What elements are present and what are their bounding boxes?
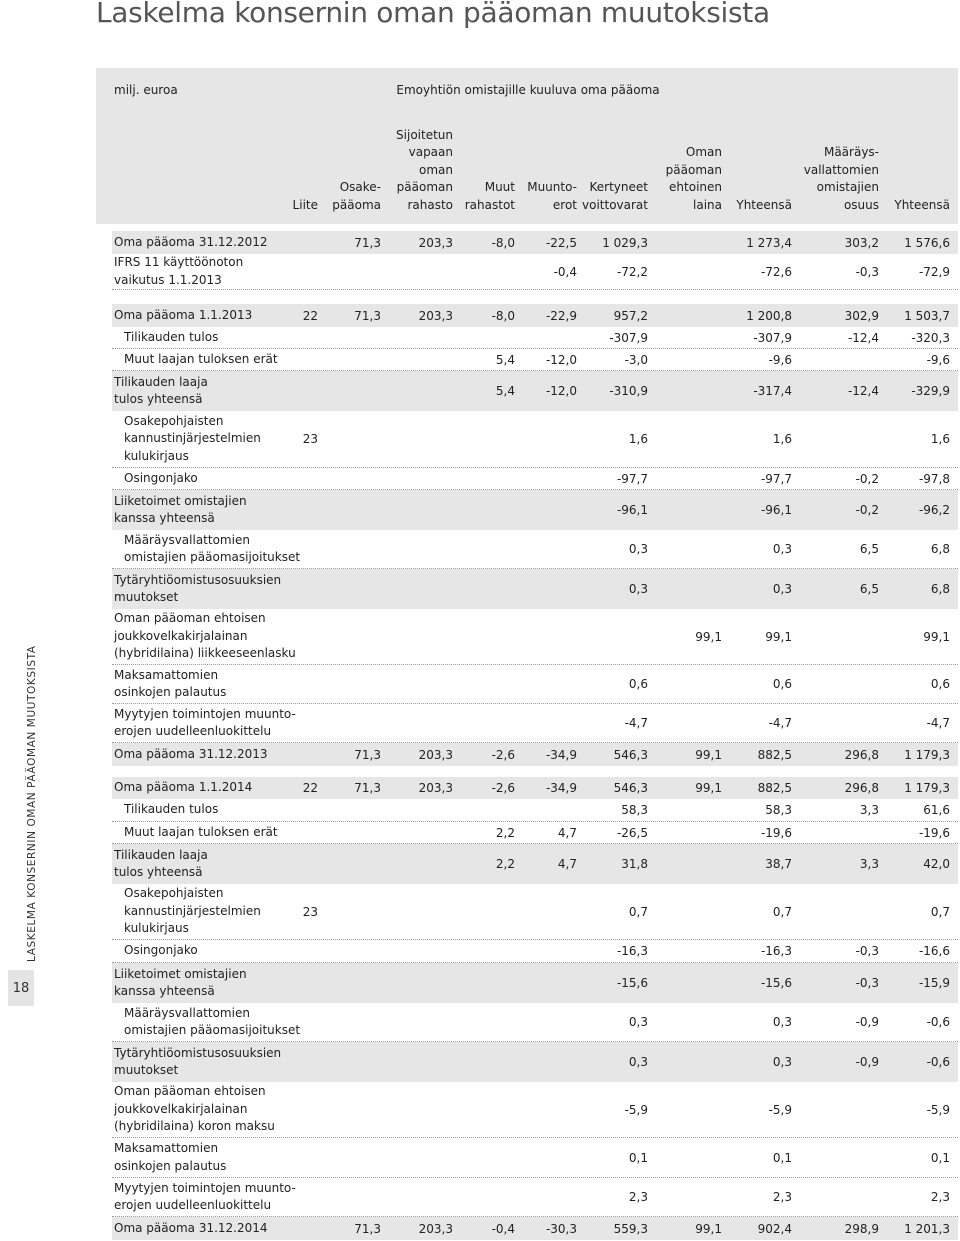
column-header-line: omistajien [816, 180, 879, 194]
table-cell: 0,3 [772, 542, 792, 556]
table-row [112, 884, 958, 940]
table-cell: -72,6 [760, 264, 792, 279]
table-cell: -8,0 [491, 308, 515, 323]
table-cell: 22 [302, 308, 318, 323]
row-label-line: (hybridilaina) koron maksu [114, 1119, 275, 1134]
column-group-label: Emoyhtiön omistajille kuuluva oma pääoma [396, 83, 660, 97]
row-label-line: Oman pääoman ehtoisen [114, 1084, 266, 1099]
row-label-line: Osingonjako [124, 943, 198, 958]
table-cell: 6,8 [930, 582, 950, 596]
table-cell: 71,3 [354, 235, 381, 250]
table-cell: 546,3 [613, 747, 648, 762]
table-cell: 0,3 [628, 1015, 648, 1029]
row-label-line: Osingonjako [124, 470, 198, 485]
table-cell: -16,3 [616, 944, 648, 958]
row-label-line: Liiketoimet omistajien [114, 493, 247, 508]
table-cell: 99,1 [923, 629, 950, 644]
table-row [112, 304, 958, 327]
column-header-1 [332, 179, 381, 214]
table-cell: 71,3 [354, 1221, 381, 1236]
table-cell: -0,9 [855, 1055, 879, 1069]
table-cell: 42,0 [923, 857, 950, 871]
table-cell: 1,6 [628, 432, 648, 446]
column-header-line: pääoma [332, 197, 381, 212]
row-label-line: Tilikauden tulos [124, 329, 219, 344]
row-label-line: tulos yhteensä [114, 392, 203, 406]
table-cell: 99,1 [695, 629, 722, 644]
row-label [114, 490, 247, 530]
table-cell: 6,8 [930, 542, 950, 556]
row-label-line: Tilikauden tulos [124, 802, 219, 817]
table-row [112, 231, 958, 254]
row-label [114, 609, 296, 664]
row-label [124, 822, 278, 843]
column-header-6 [666, 144, 722, 214]
row-label [124, 349, 278, 370]
column-header-line: Yhteensä [736, 197, 792, 212]
row-label-line: Oma pääoma 1.1.2014 [114, 780, 253, 795]
column-header-line: pääoman [665, 162, 722, 177]
table-cell: 203,3 [418, 747, 453, 762]
row-label-line: tulos yhteensä [114, 865, 203, 879]
table-cell: -307,9 [753, 330, 792, 345]
row-label-line: omistajien pääomasijoitukset [124, 1023, 301, 1037]
table-cell: 0,3 [772, 1015, 792, 1029]
table-cell: 61,6 [923, 803, 950, 817]
table-cell: 4,7 [557, 857, 577, 871]
row-label-line: IFRS 11 käyttöönoton [114, 255, 244, 269]
table-cell: -72,9 [918, 264, 950, 279]
table-cell: 99,1 [765, 629, 792, 644]
row-label [114, 777, 252, 799]
row-label [124, 799, 218, 821]
table-cell: 6,5 [859, 582, 879, 596]
table-cell: 1 201,3 [904, 1221, 950, 1236]
table-cell: -3,0 [624, 352, 648, 367]
column-header-line: erot [552, 197, 577, 212]
row-label [114, 665, 226, 703]
row-label-line: Myytyjen toimintojen muunto- [114, 1180, 296, 1195]
row-label-line: osinkojen palautus [114, 1158, 227, 1173]
table-cell: -307,9 [609, 330, 648, 345]
table-cell: 0,6 [628, 677, 648, 691]
table-cell: 1 029,3 [602, 235, 648, 250]
table-row [112, 1082, 958, 1138]
table-cell: -0,9 [855, 1015, 879, 1029]
row-label-line: kanssa yhteensä [114, 511, 215, 525]
table-cell: 1 576,6 [904, 235, 950, 250]
page-title: Laskelma konsernin oman pääoman muutoksista [96, 0, 770, 29]
table-cell: 0,7 [772, 904, 792, 919]
table-cell: -19,6 [918, 825, 950, 840]
column-header-line: rahastot [464, 197, 515, 212]
column-header-line: Kertyneet [589, 180, 648, 194]
table-cell: 302,9 [844, 308, 879, 323]
table-cell: 0,6 [930, 677, 950, 691]
table-cell: -4,7 [768, 716, 792, 730]
table-cell: 0,1 [628, 1150, 648, 1165]
row-label-line: omistajien pääomasijoitukset [124, 550, 301, 564]
row-label [124, 411, 261, 467]
row-label-line: Liiketoimet omistajien [114, 966, 247, 981]
column-header-8 [804, 144, 879, 214]
table-row [112, 327, 958, 349]
table-cell: -2,6 [491, 747, 515, 762]
table-cell: 2,2 [495, 825, 515, 840]
row-label-line: Maksamattomien [114, 1141, 219, 1155]
table-cell: -0,3 [855, 264, 879, 279]
table-cell: -0,2 [855, 471, 879, 486]
row-label-line: Oma pääoma 31.12.2013 [114, 746, 268, 761]
table-cell: 22 [302, 781, 318, 795]
column-header-line: laina [693, 197, 722, 212]
table-cell: 4,7 [557, 825, 577, 840]
table-cell: -16,3 [760, 944, 792, 958]
column-header-9 [894, 197, 950, 215]
table-cell: 58,3 [765, 803, 792, 817]
table-cell: 0,3 [628, 542, 648, 556]
table-cell: 99,1 [695, 747, 722, 762]
table-cell: 303,2 [844, 235, 879, 250]
table-cell: -0,2 [855, 503, 879, 517]
row-label [114, 1082, 275, 1137]
column-header-3 [465, 179, 515, 214]
column-header-line: Yhteensä [894, 197, 950, 212]
table-cell: 0,3 [628, 1055, 648, 1069]
table-cell: 1 179,3 [904, 747, 950, 762]
table-cell: 5,4 [495, 352, 515, 367]
table-row [112, 609, 958, 665]
table-cell: 902,4 [757, 1221, 792, 1236]
table-cell: 0,7 [628, 904, 648, 919]
table-cell: -0,6 [926, 1055, 950, 1069]
row-label [114, 371, 208, 411]
table-cell: -8,0 [491, 235, 515, 250]
column-header-line: Liite [292, 197, 318, 212]
row-label-line: kannustinjärjestelmien [124, 903, 261, 918]
table-cell: -5,9 [768, 1102, 792, 1117]
page-number: 18 [8, 970, 34, 1006]
table-cell: 0,3 [772, 582, 792, 596]
row-label-line: vaikutus 1.1.2013 [114, 272, 222, 287]
table-cell: 3,3 [859, 857, 879, 871]
table-row [112, 530, 958, 569]
column-header-line: pääoman [396, 180, 453, 194]
table-cell: -329,9 [911, 384, 950, 398]
table-row [112, 665, 958, 704]
row-label [114, 569, 281, 609]
row-label-line: Myytyjen toimintojen muunto- [114, 706, 296, 721]
row-label-line: kanssa yhteensä [114, 984, 215, 998]
table-cell: -16,6 [918, 944, 950, 958]
row-label-line: Oma pääoma 31.12.2012 [114, 234, 268, 249]
table-row [112, 1217, 958, 1240]
table-cell: -96,1 [760, 503, 792, 517]
column-header-line: ehtoinen [669, 180, 722, 194]
row-label-line: kulukirjaus [124, 921, 189, 936]
table-cell: 58,3 [621, 803, 648, 817]
column-header-line: Muut [484, 180, 515, 194]
table-cell: -22,9 [545, 308, 577, 323]
row-label-line: Tytäryhtiöomistusosuuksien [114, 572, 282, 587]
table-cell: -317,4 [753, 384, 792, 398]
table-cell: 957,2 [613, 308, 648, 323]
row-label [114, 704, 296, 742]
table-cell: -12,0 [545, 352, 577, 367]
table-cell: -0,3 [855, 944, 879, 958]
table-row [112, 799, 958, 822]
table-cell: -4,7 [926, 716, 950, 730]
table-row [112, 777, 958, 799]
table-cell: -12,4 [847, 384, 879, 398]
table-cell: 23 [302, 904, 318, 919]
table-cell: 0,7 [930, 904, 950, 919]
table-cell: -19,6 [760, 825, 792, 840]
row-label [124, 1003, 300, 1041]
table-row [112, 1178, 958, 1217]
table-row [112, 468, 958, 490]
table-row [112, 371, 958, 411]
table-cell: 882,5 [757, 747, 792, 762]
table-cell: 203,3 [418, 235, 453, 250]
table-cell: 0,3 [772, 1055, 792, 1069]
row-label-line: Muut laajan tuloksen erät [124, 824, 278, 839]
table-cell: 5,4 [495, 384, 515, 398]
table-cell: -0,3 [855, 976, 879, 990]
table-cell: 203,3 [418, 308, 453, 323]
row-label-line: kulukirjaus [124, 448, 189, 463]
row-label-line: Muut laajan tuloksen erät [124, 351, 278, 366]
column-header-line: rahasto [407, 197, 453, 212]
row-label [114, 1217, 268, 1240]
table-row [112, 1042, 958, 1082]
table-cell: 1 503,7 [904, 308, 950, 323]
table-cell: 2,3 [930, 1190, 950, 1204]
row-label-line: osinkojen palautus [114, 685, 227, 699]
row-label-line: joukkovelkakirjalainan [114, 1101, 248, 1116]
table-row [112, 940, 958, 963]
table-cell: 6,5 [859, 542, 879, 556]
row-label [114, 743, 268, 766]
row-label-line: Tilikauden laaja [114, 374, 208, 389]
column-header-line: voittovarat [582, 197, 648, 212]
row-label-line: Oma pääoma 31.12.2014 [114, 1220, 268, 1235]
row-label [124, 468, 198, 489]
table-cell: 1 273,4 [746, 235, 792, 250]
table-cell: -72,2 [616, 264, 648, 279]
row-label [124, 327, 218, 348]
column-header-5 [582, 179, 648, 214]
table-cell: 0,1 [772, 1150, 792, 1165]
table-cell: -310,9 [609, 384, 648, 398]
table-cell: 71,3 [354, 747, 381, 762]
table-cell: -15,9 [918, 976, 950, 990]
row-label [114, 304, 252, 327]
row-label [114, 1042, 281, 1082]
table-cell: 298,9 [844, 1221, 879, 1236]
row-label-line: kannustinjärjestelmien [124, 431, 261, 446]
table-cell: 203,3 [418, 781, 453, 795]
table-cell: -5,9 [624, 1102, 648, 1117]
row-label [114, 963, 247, 1003]
row-label-line: Tilikauden laaja [114, 847, 208, 862]
column-header-7 [736, 197, 792, 215]
table-row [112, 1003, 958, 1042]
table-cell: -12,4 [847, 330, 879, 345]
table-row [112, 822, 958, 844]
table-cell: -34,9 [545, 747, 577, 762]
row-label-line: Oma pääoma 1.1.2013 [114, 307, 253, 322]
row-label-line: Oman pääoman ehtoisen [114, 611, 266, 626]
column-header-line: osuus [843, 197, 879, 212]
table-cell: -15,6 [760, 976, 792, 990]
table-row [112, 349, 958, 371]
table-cell: 71,3 [354, 308, 381, 323]
column-header-line: Sijoitetun [396, 127, 453, 142]
row-label [114, 1138, 226, 1177]
table-cell: -96,1 [616, 503, 648, 517]
table-cell: 1 200,8 [746, 308, 792, 323]
table-cell: 1 179,3 [904, 781, 950, 795]
column-header-0 [293, 197, 318, 215]
table-cell: 203,3 [418, 1221, 453, 1236]
column-header-line: Oman [685, 145, 722, 159]
row-label [114, 844, 208, 884]
table-cell: 38,7 [765, 857, 792, 871]
table-cell: 31,8 [621, 857, 648, 871]
row-label-line: Osakepohjaisten [124, 413, 224, 428]
row-label [114, 1178, 296, 1216]
table-row [112, 844, 958, 884]
table-cell: -9,6 [926, 352, 950, 367]
row-label [124, 530, 300, 568]
row-label-line: joukkovelkakirjalainan [114, 628, 248, 643]
table-cell: -0,4 [553, 264, 577, 279]
table-cell: -5,9 [926, 1102, 950, 1117]
table-cell: 559,3 [613, 1221, 648, 1236]
column-header-line: Osake- [339, 180, 381, 194]
table-cell: -97,8 [918, 471, 950, 486]
table-cell: 0,6 [772, 677, 792, 691]
table-row [112, 490, 958, 530]
column-header-line: Määräys- [823, 145, 879, 159]
table-cell: 71,3 [354, 781, 381, 795]
table-cell: -4,7 [624, 716, 648, 730]
table-row [112, 569, 958, 609]
table-cell: -15,6 [616, 976, 648, 990]
table-cell: 0,3 [628, 582, 648, 596]
table-cell: 0,1 [930, 1150, 950, 1165]
table-cell: -2,6 [491, 781, 515, 795]
table-cell: -22,5 [545, 235, 577, 250]
table-cell: 99,1 [695, 1221, 722, 1236]
row-label-line: (hybridilaina) liikkeeseenlasku [114, 646, 296, 661]
side-section-label: LASKELMA KONSERNIN OMAN PÄÄOMAN MUUTOKSISTA [26, 645, 38, 962]
row-label-line: Maksamattomien [114, 667, 219, 682]
table-cell: -9,6 [768, 352, 792, 367]
table-row [112, 743, 958, 766]
table-cell: -12,0 [545, 384, 577, 398]
column-header-2 [396, 127, 453, 215]
row-label-line: Määräysvallattomien [124, 1005, 250, 1020]
table-cell: 2,3 [772, 1190, 792, 1204]
table-row [112, 963, 958, 1003]
row-label-line: muutokset [114, 1063, 179, 1077]
table-cell: 1,6 [930, 432, 950, 446]
table-cell: -0,6 [926, 1015, 950, 1029]
table-cell: 99,1 [695, 781, 722, 795]
row-label-line: erojen uudelleenluokittelu [114, 1198, 272, 1212]
row-label-line: Määräysvallattomien [124, 532, 250, 547]
table-cell: -34,9 [545, 781, 577, 795]
row-label [124, 940, 198, 962]
table-cell: -96,2 [918, 503, 950, 517]
table-cell: 2,2 [495, 857, 515, 871]
row-label-line: erojen uudelleenluokittelu [114, 724, 272, 738]
row-label-line: Tytäryhtiöomistusosuuksien [114, 1045, 282, 1060]
row-label [124, 884, 261, 939]
table-cell: 2,3 [628, 1190, 648, 1204]
table-cell: 296,8 [844, 781, 879, 795]
table-row [112, 1138, 958, 1178]
table-cell: 546,3 [613, 781, 648, 795]
table-cell: 1,6 [772, 432, 792, 446]
row-label [114, 254, 243, 289]
table-cell: -0,4 [491, 1221, 515, 1236]
table-row [112, 254, 958, 290]
table-cell: -97,7 [760, 471, 792, 486]
table-cell: -30,3 [545, 1221, 577, 1236]
table-cell: -26,5 [616, 825, 648, 840]
column-header-line: vallattomien [803, 162, 879, 177]
table-cell: 296,8 [844, 747, 879, 762]
table-cell: 882,5 [757, 781, 792, 795]
column-header-line: vapaan [408, 145, 453, 159]
table-row [112, 704, 958, 743]
column-header-line: oman [419, 162, 453, 177]
column-header-line: Muunto- [527, 180, 577, 194]
table-cell: 23 [302, 432, 318, 446]
unit-label: milj. euroa [114, 83, 178, 97]
row-label-line: muutokset [114, 590, 179, 604]
row-label-line: Osakepohjaisten [124, 886, 224, 901]
table-cell: -320,3 [911, 330, 950, 345]
row-label [114, 231, 268, 254]
column-header-4 [527, 179, 577, 214]
table-cell: -97,7 [616, 471, 648, 486]
table-cell: 3,3 [859, 803, 879, 817]
table-row [112, 411, 958, 468]
